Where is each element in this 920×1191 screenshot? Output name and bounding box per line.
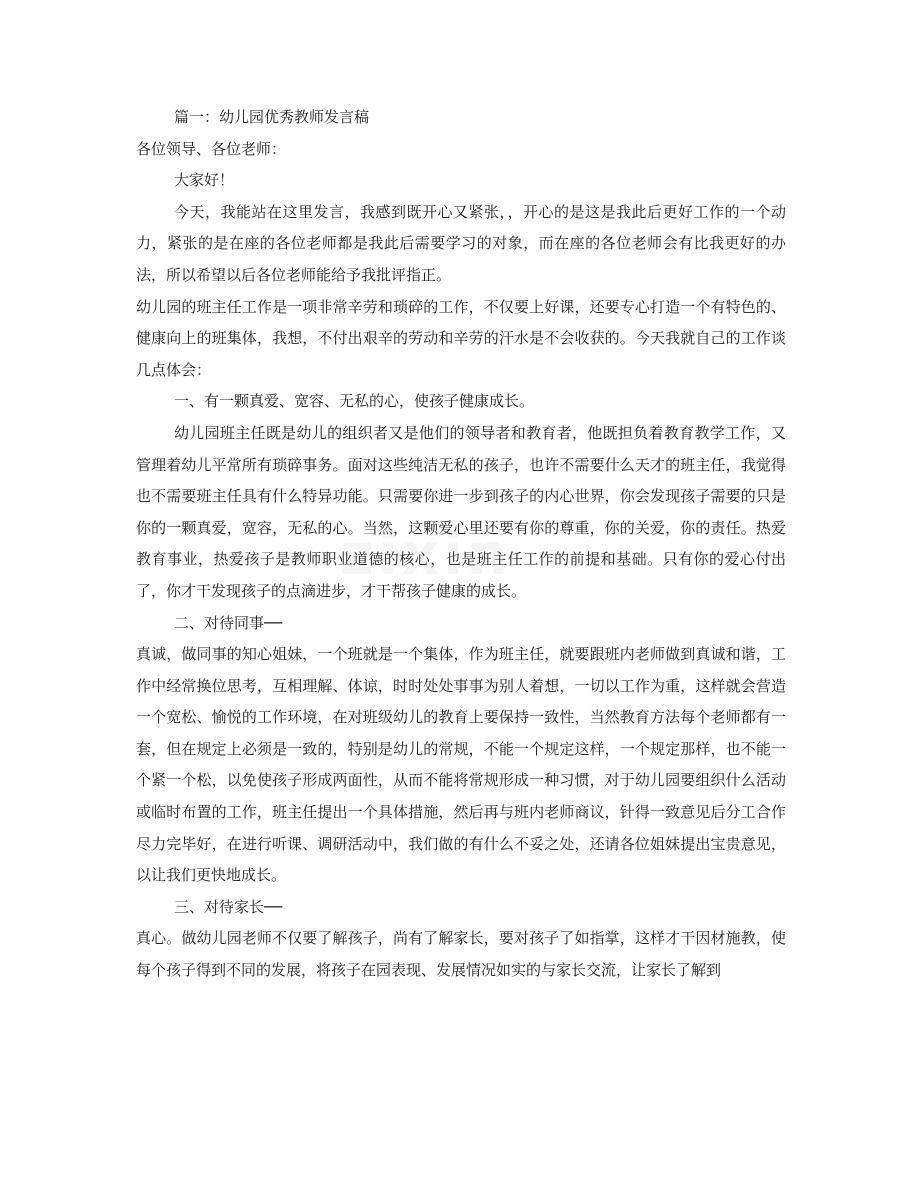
paragraph-intro: 今天，我能站在这里发言，我感到既开心又紧张，，开心的是这是我此后更好工作的一个动力，紧张的是在座的各位老师都是我此后需要学习的对象，而在座的各位老师会有比我更好的办法，所以希望以后各位老师能给予我批评指正。 xyxy=(136,202,786,284)
paragraph-section-3: 真心。做幼儿园老师不仅要了解孩子，尚有了解家长，要对孩子了如指掌，这样才干因材施教，使每个孩子得到不同的发展，将孩子在园表现、发展情况如实的与家长交流，让家长了解到 xyxy=(136,929,786,980)
section-heading-3: 三、对待家长── xyxy=(174,897,283,916)
section-heading-1: 一、有一颗真爱、宽容、无私的心，使孩子健康成长。 xyxy=(174,392,535,411)
hello-line: 大家好！ xyxy=(174,171,235,190)
greeting: 各位领导、各位老师： xyxy=(136,139,287,158)
paragraph-section-2: 真诚，做同事的知心姐妹，一个班就是一个集体，作为班主任，就要跟班内老师做到真诚和谐，工作中经常换位思考，互相理解、体谅，时时处处事事为别人着想，一切以工作为重，这样就会营造一个宽松、愉悦的工作环境，在对班级幼儿的教育上要保持一致性，当然教育方法每个老师都有一套，但在规定上必须是一致的，特别是幼儿的常规，不能一个规定这样，一个规定那样，也不能一个紧一个松，以免使孩子形成两面性，从而不能将常规形成一种习惯，对于幼儿园要组织什么活动或临时布置的工作，班主任提出一个具体措施，然后再与班内老师商议，针得一致意见后分工合作尽力完毕好，在进行听课、调研活动中，我们做的有什么不妥之处，还请各位姐妹提出宝贵意见，以让我们更快地成长。 xyxy=(136,645,786,885)
document-title: 篇一：幼儿园优秀教师发言稿 xyxy=(174,108,370,126)
watermark: zixin xyxy=(340,520,513,588)
section-heading-2: 二、对待同事── xyxy=(174,613,283,632)
paragraph-work: 幼儿园的班主任工作是一项非常辛劳和琐碎的工作，不仅要上好课，还要专心打造一个有特色的、健康向上的班集体，我想，不付出艰辛的劳动和辛劳的汗水是不会收获的。今天我就自己的工作谈几点体会： xyxy=(136,297,786,379)
document-body xyxy=(136,102,786,987)
paragraph-section-1: 幼儿园班主任既是幼儿的组织者又是他们的领导者和教育者，他既担负着教育教学工作，又管理着幼儿平常所有琐碎事务。面对这些纯洁无私的孩子，也许不需要什么天才的班主任，我觉得也不需要班主任具有什么特异功能。只需要你进一步到孩子的内心世界，你会发现孩子需要的只是你的一颗真爱，宽容，无私的心。当然，这颗爱心里还要有你的尊重，你的关爱，你的责任。热爱教育事业，热爱孩子是教师职业道德的核心，也是班主任工作的前提和基础。只有你的爱心付出了，你才干发现孩子的点滴进步，才干帮孩子健康的成长。 xyxy=(136,423,786,600)
